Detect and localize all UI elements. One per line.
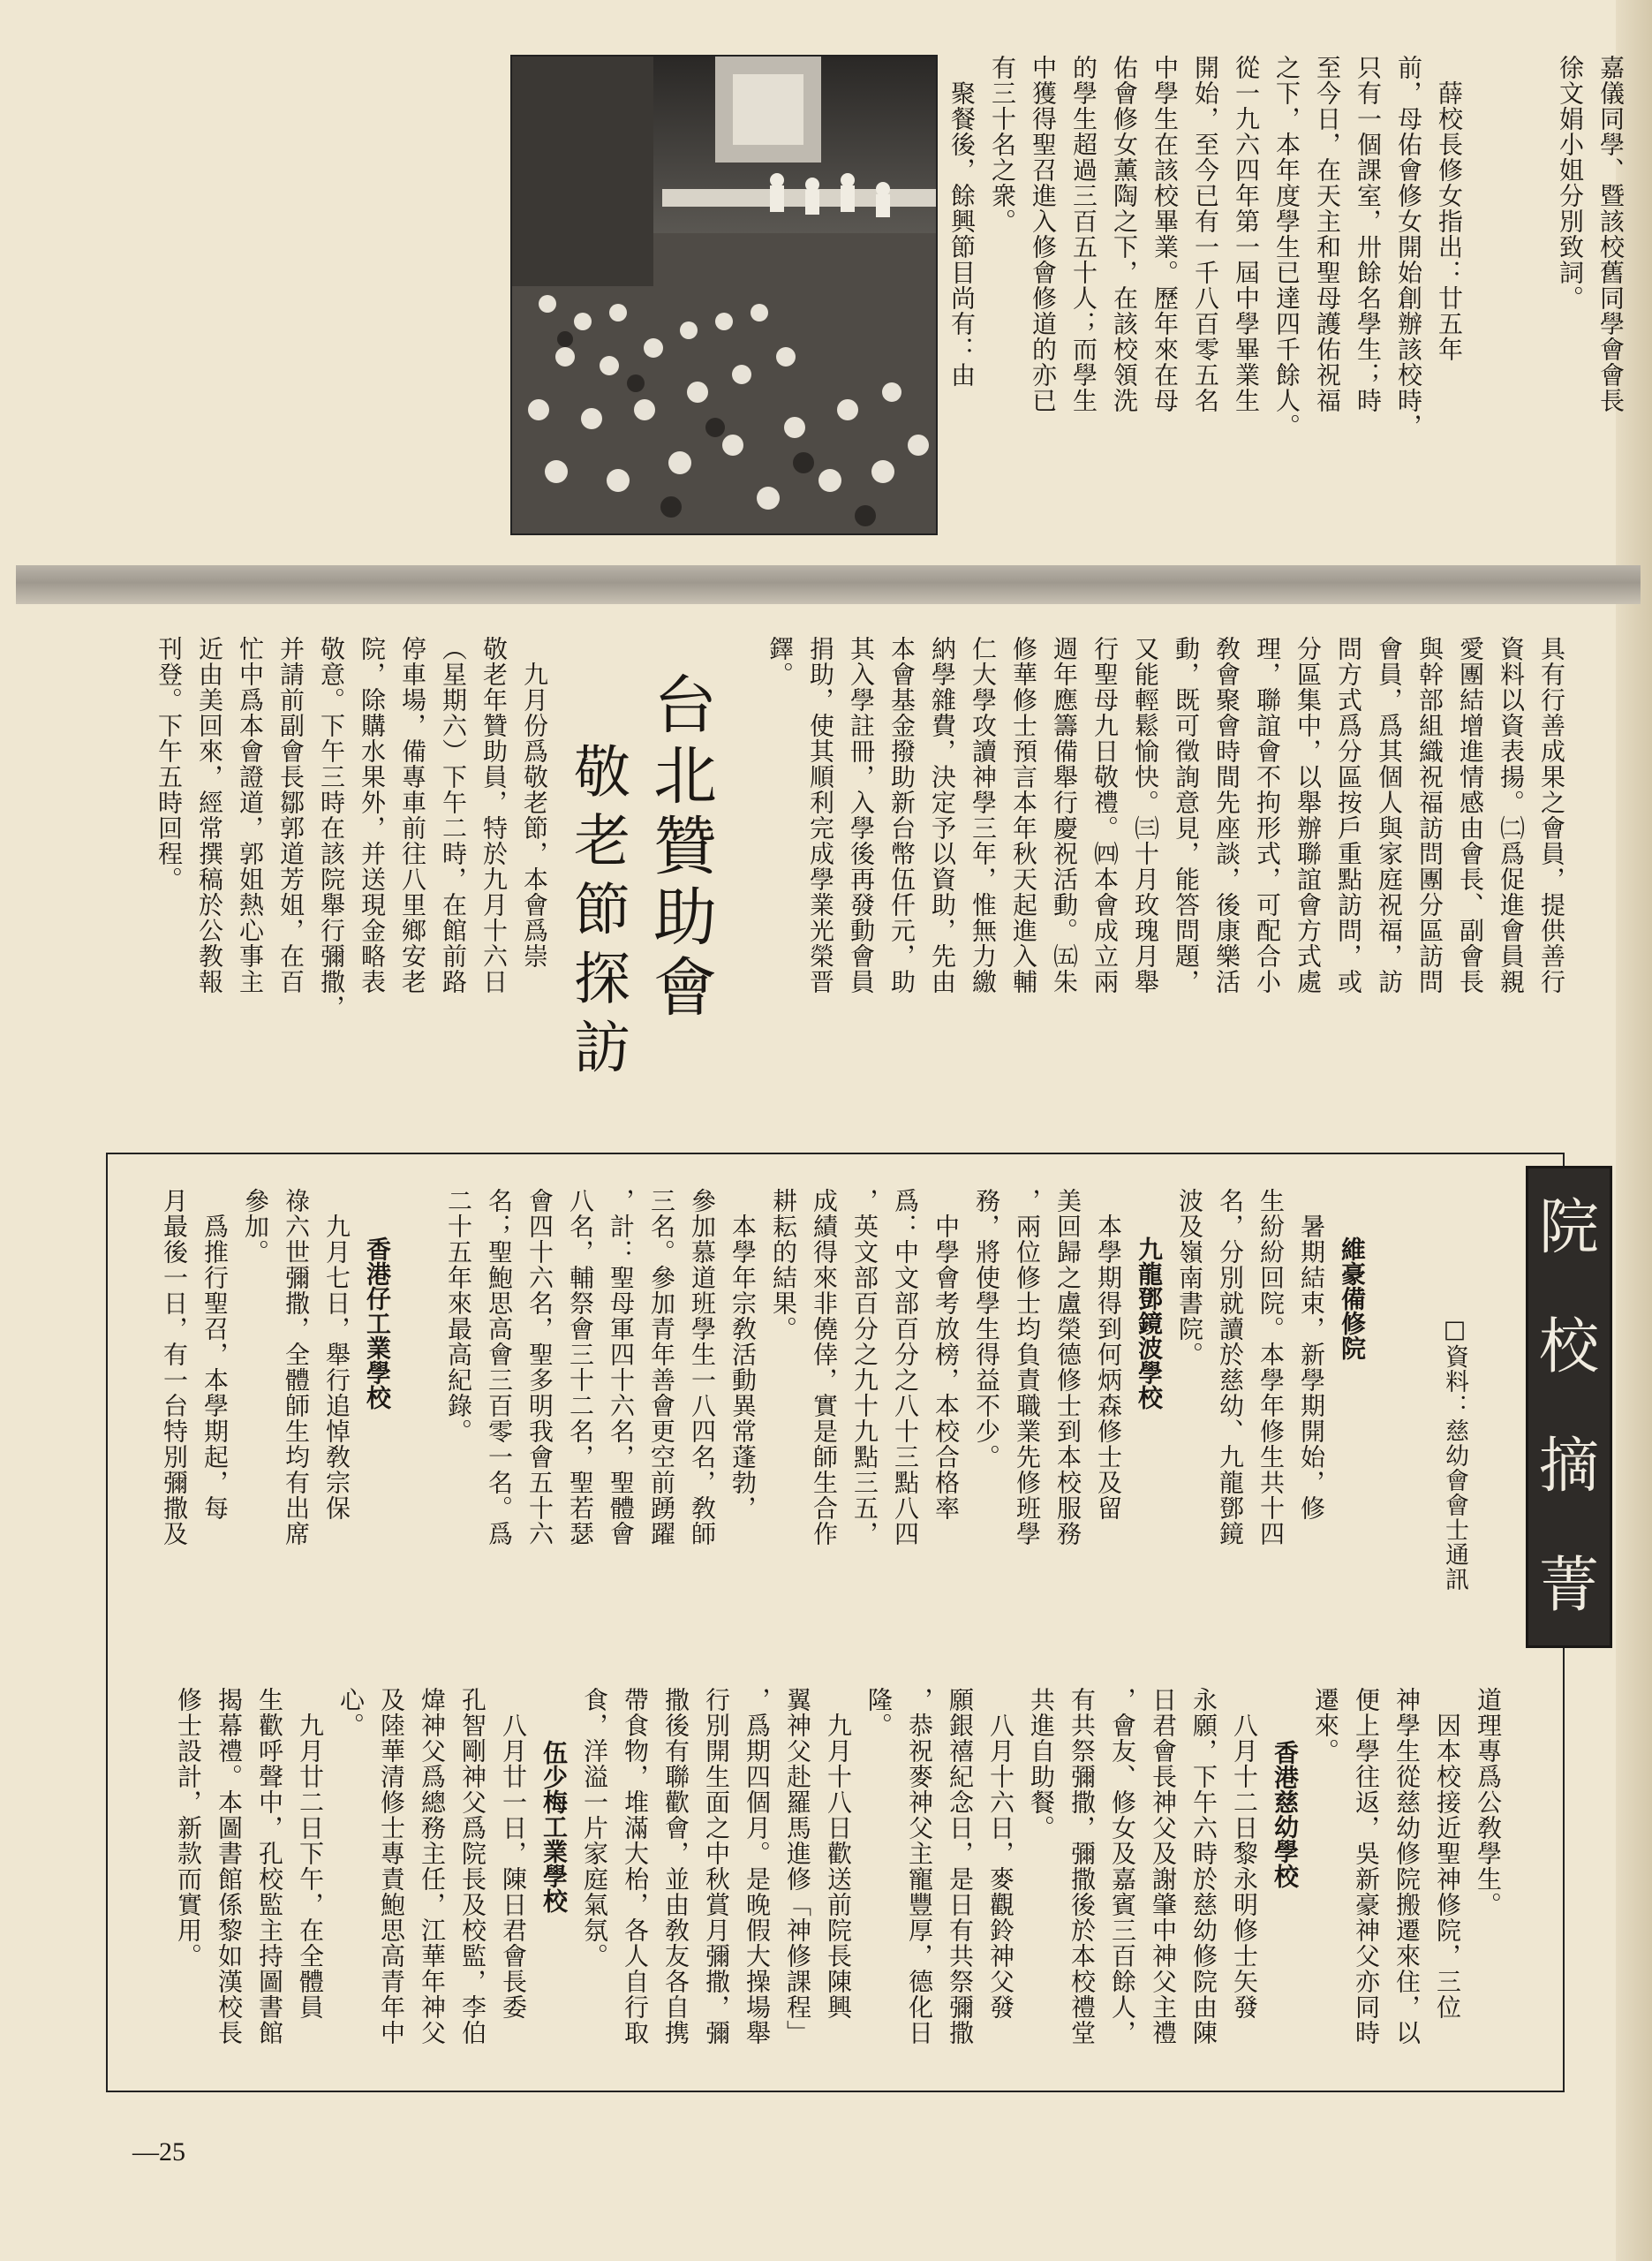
school-heading-aberdeen: 香港仔工業學校 [363, 1236, 392, 1410]
top-col-2: 薛校長修女指出：廿五年 前，母佑會修女開始創辦該校時， 只有一個課室，卅餘名學生；時 至今日，在天主和聖母護佑祝福 之下，本年度學生已達四千餘人。 從一九六四年第一屆中學畢業生 開始，至今已有一千八百零五名 中學生在該校畢業。歷年來在母 佑會修女薰陶之下，在該校領洗 的學生超過三百五十人；而學生 中獲得聖召進入修會修道的亦已 有三十名之衆。 聚餐後，餘興節目尚有：由 [947, 55, 1464, 439]
respect-elders-heading: 敬老節探訪 [564, 742, 630, 1086]
middle-left-text: 九月份爲敬老節，本會爲崇 敬老年贊助員，特於九月十六日 （星期六）下午二時，在館前路 停車場，備專車前往八里鄉安老 院，除購水果外，并送現金略表 敬意。下午三時在該院舉行彌撒， 并請前副會長鄒郭道芳姐，在百 忙中爲本會證道，郭姐熱心事主 近由美回來，經常撰稿於公教報 刊登。下午五時回程。 [155, 636, 549, 1020]
para-continued: 道理專爲公敎學生。 因本校接近聖神修院，三位 神學生從慈幼修院搬遷來住，以 便上學往返，吳新豪神父亦同時 遷來。 [1311, 1687, 1503, 2045]
assembly-hall-photo [510, 55, 938, 535]
school-heading-tang-king-po: 九龍鄧鏡波學校 [1135, 1236, 1164, 1410]
school-heading-wai-hoo: 維豪備修院 [1338, 1236, 1367, 1360]
para-aberdeen: 九月七日，舉行追悼敎宗保 祿六世彌撒，全體師生均有出席 參加。 爲推行聖召，本學期起，每 月最後一日，有一台特別彌撒及 [160, 1188, 351, 1546]
section-divider-band [16, 565, 1641, 604]
source-note: □資料：慈幼會會士通訊 [1441, 1316, 1468, 1592]
middle-right-text: 具有行善成果之會員，提供善行 資料以資表揚。㈡爲促進會員親 愛團結增進情感由會長、副會長 與幹部組織祝福訪問團分區訪問 會員，爲其個人與家庭祝福，訪 問方式爲分區按戶重點訪問，或 分區集中，以舉辦聯誼會方式處 理，聯誼會不拘形式，可配合小 敎會聚會時間先座談，後康樂活 動，既可徵詢意見，能答問題， 又能輕鬆愉快。㈢十月玫瑰月舉 行聖母九日敬禮。㈣本會成立兩 週年應籌備舉行慶祝活動。㈤朱 修華修士預言本年秋天起進入輔 仁大學攻讀神學三年，惟無力繳 納學雜費，決定予以資助，先由 本會基金撥助新台幣伍仟元，助 其入學註冊，入學後再發動會員 捐助，使其順利完成學業光榮晋 鐸。 [766, 636, 1566, 994]
school-heading-ng-siu-mui: 伍少梅工業學校 [539, 1740, 569, 1913]
taipei-association-heading: 台北贊助會 [643, 671, 717, 1025]
title-char-1: 院 [1538, 1192, 1599, 1263]
title-char-3: 摘 [1538, 1431, 1599, 1501]
para-salesian: 八月十二日黎永明修士矢發 永願，下午六時於慈幼修院由陳 日君會長神父及謝肇中神父主禮 ，會友、修女及嘉賓三百餘人， 有共祭彌撒，彌撒後於本校禮堂 共進自助餐。 八月十六日，麥觀鈴神父發 願銀禧紀念日，是日有共祭彌撒 ，恭祝麥神父主寵豐厚，德化日 隆。 九月十八日歡送前院長陳興 翼神父赴羅馬進修「神修課程」 ，爲期四個月。是晚假大操場舉 行別開生面之中秋賞月彌撒，彌 撒後有聯歡會，並由敎友各自携 帶食物，堆滿大枱，各人自行取 食，洋溢一片家庭氣氛。 [580, 1687, 1259, 2045]
para-tang-king-po: 本學期得到何炳森修士及留 美回歸之盧榮德修士到本校服務 ，兩位修士均負責職業先修班學 務，將使學生得益不少。 中學會考放榜，本校合格率 爲：中文部百分之八十三點八四 ，英文部百分之九十九點三五， 成績得來非僥倖，實是師生合作 耕耘的結果。 本學年宗敎活動異常蓬勃， 參加慕道班學生一八四名，敎師 三名。參加青年善會更空前踴躍 ，計：聖母軍四十六名，聖體會 八名，輔祭會三十二名，聖若瑟 會四十六名，聖多明我會五十六 名；聖鮑思高會三百零一名。爲 二十五年來最高紀錄。 [444, 1188, 1123, 1546]
title-char-4: 菁 [1538, 1550, 1599, 1621]
para-ng-siu-mui: 八月廿一日，陳日君會長委 孔智剛神父爲院長及校監，李伯 煒神父爲總務主任，江華年神父 及陸華清修士專責鮑思高青年中 心。 九月廿二日下午，在全體員 生歡呼聲中，孔校監主持圖書館 揭幕禮。本圖書館係黎如漢校長 修士設計，新款而實用。 [174, 1687, 528, 2045]
campus-digest-title [1526, 1166, 1612, 1648]
para-wai-hoo: 暑期結束，新學期開始，修 生紛紛回院。本學年修生共十四 名，分別就讀於慈幼、九龍鄧鏡 波及嶺南書院。 [1175, 1188, 1326, 1546]
title-char-2: 校 [1538, 1312, 1599, 1382]
page-number: —25 [132, 2137, 185, 2166]
top-col-1: 嘉儀同學、暨該校舊同學會會長 徐文娟小姐分別致詞。 [1556, 55, 1626, 413]
school-heading-salesian: 香港慈幼學校 [1271, 1740, 1300, 1888]
